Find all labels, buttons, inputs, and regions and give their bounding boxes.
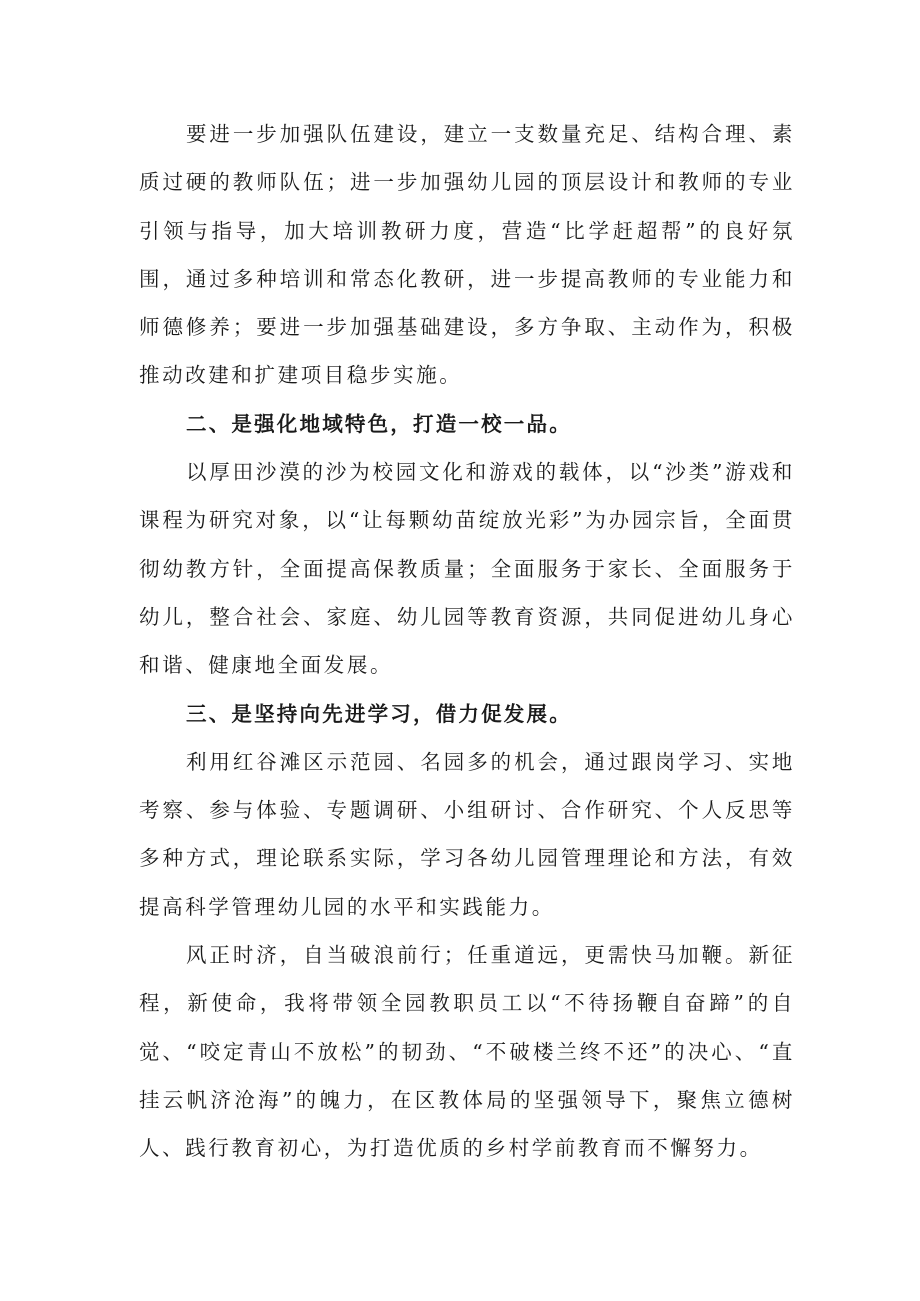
document-body <box>139 110 795 1173</box>
section-heading-regional-features: 二、是强化地域特色，打造一校一品。 <box>186 411 572 436</box>
paragraph-regional-features: 以厚田沙漠的沙为校园文化和游戏的载体，以“沙类”游戏和课程为研究对象，以“让每颗幼苗绽放光彩”为办园宗旨，全面贯彻幼教方针，全面提高保教质量；全面服务于家长、全面服务于幼儿，整合社会、家庭、幼儿园等教育资源，共同促进幼儿身心和谐、健康地全面发展。 <box>139 460 795 678</box>
paragraph-learning: 利用红谷滩区示范园、名园多的机会，通过跟岗学习、实地考察、参与体验、专题调研、小组研讨、合作研究、个人反思等多种方式，理论联系实际，学习各幼儿园管理理论和方法，有效提高科学管理幼儿园的水平和实践能力。 <box>139 749 795 919</box>
paragraph-conclusion: 风正时济，自当破浪前行；任重道远，更需快马加鞭。新征程，新使命，我将带领全园教职员工以“不待扬鞭自奋蹄”的自觉、“咬定青山不放松”的韧劲、“不破楼兰终不还”的决心、“直挂云帆济沧海”的魄力，在区教体局的坚强领导下，聚焦立德树人、践行教育初心，为打造优质的乡村学前教育而不懈努力。 <box>139 943 795 1161</box>
section-heading-learning: 三、是坚持向先进学习，借力促发展。 <box>186 701 572 726</box>
paragraph-team-building: 要进一步加强队伍建设，建立一支数量充足、结构合理、素质过硬的教师队伍；进一步加强幼儿园的顶层设计和教师的专业引领与指导，加大培训教研力度，营造“比学赶超帮”的良好氛围，通过多种培训和常态化教研，进一步提高教师的专业能力和师德修养；要进一步加强基础建设，多方争取、主动作为，积极推动改建和扩建项目稳步实施。 <box>139 122 795 388</box>
